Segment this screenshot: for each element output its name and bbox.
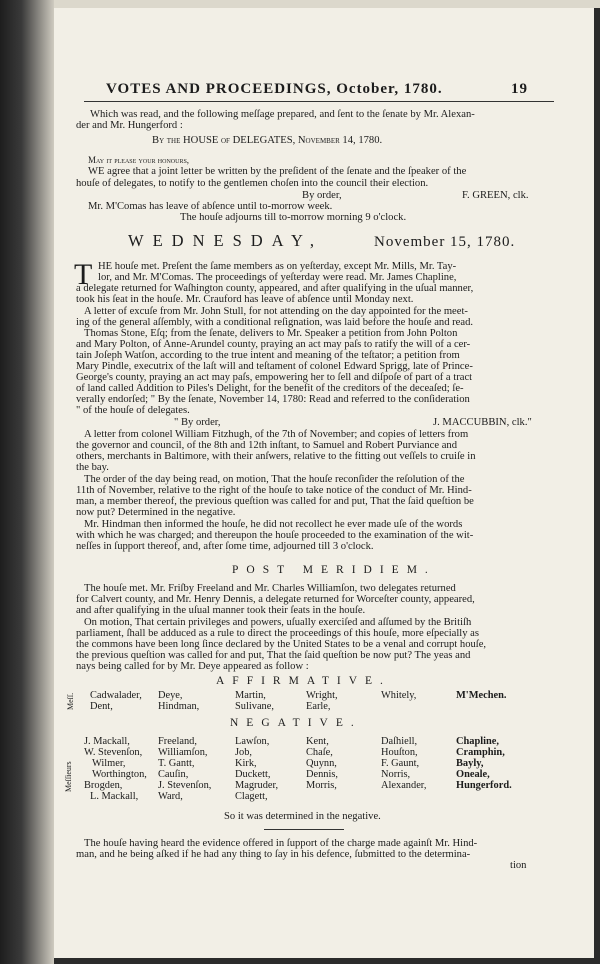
affirmative-name: Sulivane, (235, 701, 274, 712)
negative-name: W. Stevenſon, (84, 747, 143, 758)
negative-heading: NEGATIVE. (230, 717, 362, 729)
leave-note: Mr. M'Comas has leave of abſence until to-morrow week. (88, 201, 333, 212)
affirmative-label: Meſſ. (66, 692, 75, 710)
negative-name: Bayly, (456, 758, 484, 769)
negative-name: T. Gantt, (158, 758, 195, 769)
by-order: By order, (302, 190, 342, 201)
page-number: 19 (511, 81, 528, 97)
affirmative-name: Martin, (235, 690, 266, 701)
negative-name: Norris, (381, 769, 411, 780)
text-line: A letter of excuſe from Mr. John Stull, for not attending on the day appointed for the meet- (84, 306, 468, 317)
negative-name: Oneale, (456, 769, 490, 780)
affirmative-name: Dent, (90, 701, 113, 712)
text-line: parliament, ſhall be adduced as a rule to direct the proceedings of this houſe, more eſpecially as (76, 628, 480, 639)
text-line: of land called Addition to Piles's Delight, for the benefit of the creditors of the deceaſed; ſe- (76, 383, 464, 394)
text-line: ing of the general aſſembly, with a conditional reſignation, was laid before the houſe and read. (76, 317, 474, 328)
text-line: der and Mr. Hungerford : (76, 120, 183, 131)
affirmative-name: M'Mechen. (456, 690, 507, 701)
section-heading: POST MERIDIEM. (232, 564, 436, 576)
text-line: A letter from colonel William Fitzhugh, of the 7th of November; and copies of letters from (84, 429, 469, 440)
text-line: Which was read, and the following meſſage prepared, and ſent to the ſenate by Mr. Alexan- (90, 109, 475, 120)
negative-name: Williamſon, (158, 747, 208, 758)
day-heading: WEDNESDAY, (128, 231, 323, 250)
date-heading: November 15, 1780. (374, 234, 516, 250)
negative-name: Kirk, (235, 758, 257, 769)
negative-name: Clagett, (235, 791, 268, 802)
affirmative-name: Cadwalader, (90, 690, 142, 701)
scan-top-edge (54, 0, 600, 8)
negative-name: Ward, (158, 791, 183, 802)
text-line: George's county, praying an act may paſs, empowering her to ſell and diſpoſe of part of a tract (76, 372, 473, 383)
affirmative-name: Wright, (306, 690, 338, 701)
text-line: the previous queſtion was called for and put, That the ſaid queſtion be now put? The yeas and (76, 650, 471, 661)
negative-name: L. Mackall, (90, 791, 139, 802)
text-line: neſſes in ſupport thereof, and, after ſome time, adjourned till 3 o'clock. (76, 541, 374, 552)
negative-name: Freeland, (158, 736, 197, 747)
negative-name: Worthington, (92, 769, 147, 780)
scan-binding-shadow (0, 0, 54, 964)
text-line: The houſe having heard the evidence offered in ſupport of the charge made againſt Mr. Hind- (84, 838, 478, 849)
text-line: man, a member thereof, the previous queſtion was called for and put, That the ſaid queſtion be (76, 496, 474, 507)
affirmative-name: Hindman, (158, 701, 200, 712)
text-line: and Mary Polton, of Anne-Arundel county, praying an act may paſs to ratify the will of a cer- (76, 339, 471, 350)
text-line: others, merchants in Baltimore, with their anſwers, relative to the fitting out veſſels to cruiſe in (76, 451, 476, 462)
message-line: WE agree that a joint letter be written by the preſident of the ſenate and the ſpeaker of the (88, 166, 467, 177)
text-line: now put? Determined in the negative. (76, 507, 236, 518)
negative-name: Brogden, (84, 780, 123, 791)
negative-name: Magruder, (235, 780, 279, 791)
head-rule (84, 101, 554, 102)
text-line: Mary Pindle, executrix of the laſt will and teſtament of colonel Edward Sprigg, late of Prince- (76, 361, 473, 372)
text-line: verally endorſed; " By the ſenate, November 14, 1780: Read and referred to the conſideration (76, 394, 470, 405)
text-line: for Calvert county, and Mr. Henry Dennis, a delegate returned for Worceſter county, appeared, (76, 594, 475, 605)
negative-name: Kent, (306, 736, 329, 747)
text-line: lor, and Mr. M'Comas. The proceedings of yeſterday were read. Mr. James Chapline, (98, 272, 457, 283)
text-line: nays being called for by Mr. Deye appeared as follow : (76, 661, 309, 672)
negative-name: Chaſe, (306, 747, 333, 758)
negative-name: Cauſin, (158, 769, 189, 780)
text-line: 11th of November, relative to the right of the houſe to take notice of the conduct of Mr. Hind- (76, 485, 472, 496)
affirmative-name: Whitely, (381, 690, 417, 701)
catchword: tion (510, 860, 527, 871)
document-page (54, 8, 594, 958)
text-line: a delegate returned for Waſhington county, appeared, and after qualifying in the uſual manner, (76, 283, 474, 294)
clerk-signature: F. GREEN, clk. (462, 190, 529, 201)
adjournment-note: The houſe adjourns till to-morrow morning 9 o'clock. (180, 212, 407, 223)
negative-name: Dennis, (306, 769, 339, 780)
text-line: The order of the day being read, on motion, That the houſe reconſider the reſolution of the (84, 474, 465, 485)
order-line: " By order, (174, 417, 221, 428)
negative-name: Lawſon, (235, 736, 270, 747)
negative-name: Houſton, (381, 747, 418, 758)
text-line: the commons have been long ſince declared by the United States to be a venal and corrupt houſe, (76, 639, 487, 650)
text-line: HE houſe met. Preſent the ſame members as on yeſterday, except Mr. Mills, Mr. Tay- (98, 261, 457, 272)
negative-name: Wilmer, (92, 758, 126, 769)
byline: By the HOUSE of DELEGATES, November 14, 1780. (152, 135, 383, 146)
text-line: the governor and council, of the 8th and 12th inſtant, to Samuel and Robert Purviance and (76, 440, 457, 451)
text-line: " of the houſe of delegates. (76, 405, 190, 416)
text-line: Mr. Hindman then informed the houſe, he did not recollect he ever made uſe of the words (84, 519, 463, 530)
running-head-title: VOTES AND PROCEEDINGS, October, 1780. (106, 81, 443, 97)
text-line: with which he was charged; and thereupon the houſe proceeded to the examination of the wit- (76, 530, 474, 541)
negative-name: J. Mackall, (84, 736, 130, 747)
section-rule (264, 829, 344, 830)
affirmative-name: Earle, (306, 701, 331, 712)
vote-result: So it was determined in the negative. (224, 811, 381, 822)
negative-name: Daſhiell, (381, 736, 418, 747)
negative-name: J. Stevenſon, (158, 780, 212, 791)
text-line: man, and he being aſked if he had any thing to ſay in his defence, ſubmitted to the determina- (76, 849, 471, 860)
salutation: May it please your honours, (88, 155, 190, 165)
negative-name: Chapline, (456, 736, 500, 747)
text-line: The houſe met. Mr. Friſby Freeland and Mr. Charles Williamſon, two delegates returned (84, 583, 456, 594)
text-line: the bay. (76, 462, 109, 473)
negative-name: F. Gaunt, (381, 758, 420, 769)
clerk-signature: J. MACCUBBIN, clk." (433, 417, 532, 428)
text-line: took his ſeat in the houſe. Mr. Crauford has leave of abſence until Monday next. (76, 294, 414, 305)
message-line: houſe of delegates, to notify to the gentlemen choſen into the council their election. (76, 178, 429, 189)
negative-name: Quynn, (306, 758, 337, 769)
negative-name: Hungerford. (456, 780, 512, 791)
negative-name: Job, (235, 747, 253, 758)
negative-label: Meſſieurs (64, 761, 73, 792)
negative-name: Cramphin, (456, 747, 505, 758)
text-line: On motion, That certain privileges and powers, uſually exerciſed and aſſumed by the Britiſh (84, 617, 472, 628)
drop-cap: T (74, 258, 93, 291)
text-line: and after qualifying in the uſual manner took their ſeats in the houſe. (76, 605, 366, 616)
negative-name: Duckett, (235, 769, 271, 780)
negative-name: Morris, (306, 780, 337, 791)
affirmative-name: Deye, (158, 690, 183, 701)
affirmative-heading: AFFIRMATIVE. (216, 675, 391, 687)
text-line: tain Joſeph Watſon, according to the true intent and meaning of the teſtator; a petition from (76, 350, 460, 361)
negative-name: Alexander, (381, 780, 427, 791)
text-line: Thomas Stone, Eſq; from the ſenate, delivers to Mr. Speaker a petition from John Polton (84, 328, 458, 339)
